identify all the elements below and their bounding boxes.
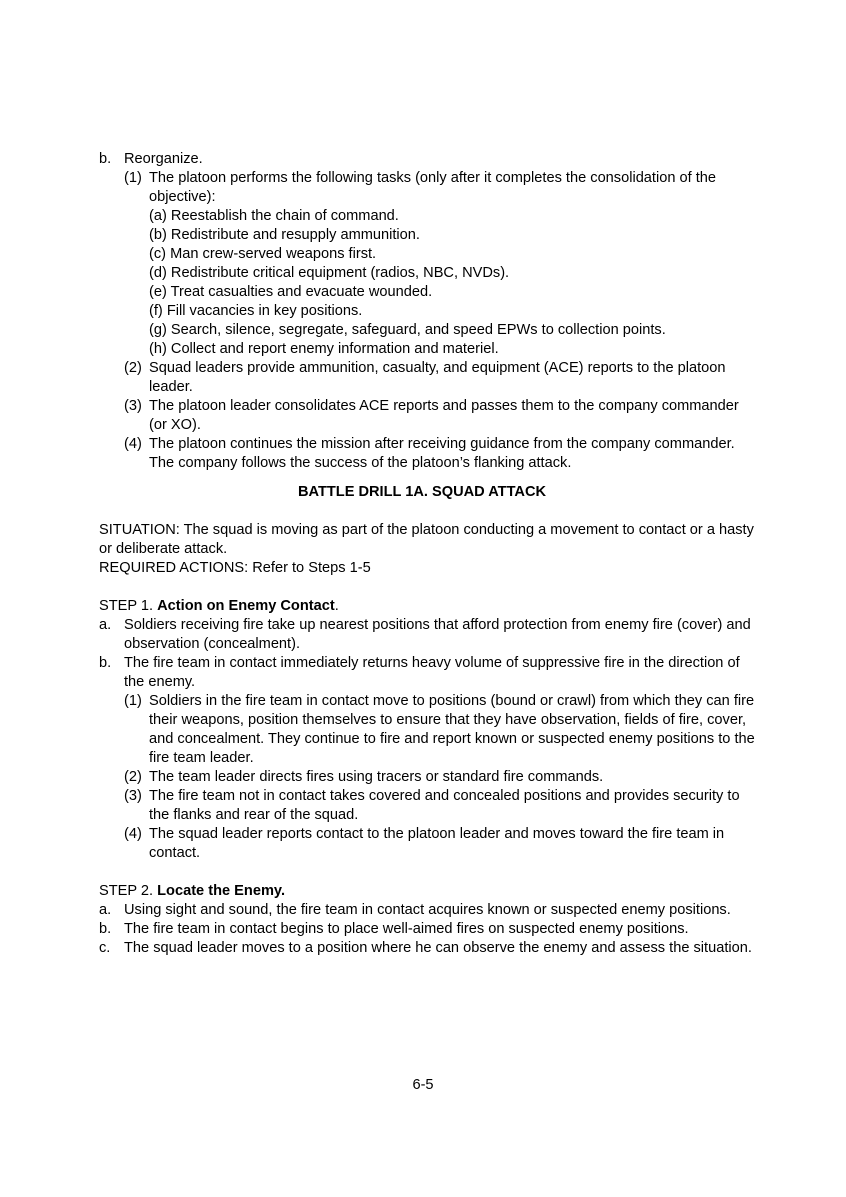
step-2-item-a bbox=[99, 901, 759, 920]
item-label: (1) bbox=[124, 693, 142, 709]
sub-item-g bbox=[99, 321, 759, 340]
item-text: Reestablish the chain of command. bbox=[170, 208, 399, 224]
sub-item-e bbox=[99, 283, 759, 302]
step-1-sub-item-2 bbox=[99, 768, 759, 787]
item-label: a. bbox=[99, 902, 112, 918]
item-text: The squad leader moves to a position where he can observe the enemy and assess the situation. bbox=[124, 940, 752, 956]
item-label: (4) bbox=[124, 826, 142, 842]
step-1-item-b bbox=[99, 654, 759, 692]
item-label: (h) bbox=[149, 341, 167, 357]
sub-item-d bbox=[99, 264, 759, 283]
sub-item-f bbox=[99, 302, 759, 321]
item-text: Soldiers in the fire team in contact move to positions (bound or crawl) from which they can fire their weapons, position themselves to ensure that they have observation, fields of fire, cover, and concealment. They continue to fire and report known or suspected enemy positions to the fire team leader. bbox=[149, 693, 755, 766]
step-2-item-c bbox=[99, 939, 759, 958]
item-text: Treat casualties and evacuate wounded. bbox=[170, 284, 433, 300]
step-1-prefix: STEP 1. bbox=[99, 598, 158, 614]
step-2-title: Locate the Enemy. bbox=[157, 883, 286, 899]
item-label: (d) bbox=[149, 265, 167, 281]
reorganize-task-2 bbox=[99, 359, 759, 397]
item-text: Soldiers receiving fire take up nearest positions that afford protection from enemy fire (cover) and observation (concealment). bbox=[124, 617, 751, 652]
step-1-title: Action on Enemy Contact bbox=[157, 598, 335, 614]
sub-item-c bbox=[99, 245, 759, 264]
item-text: The fire team in contact begins to place well-aimed fires on suspected enemy positions. bbox=[124, 921, 689, 937]
step-1-sub-item-3 bbox=[99, 787, 759, 825]
item-text: Redistribute and resupply ammunition. bbox=[170, 227, 420, 243]
item-text: Man crew-served weapons first. bbox=[170, 246, 377, 262]
item-text: Using sight and sound, the fire team in contact acquires known or suspected enemy positions. bbox=[124, 902, 731, 918]
item-label: b. bbox=[99, 151, 112, 167]
item-label: b. bbox=[99, 921, 112, 937]
item-text: Redistribute critical equipment (radios, NBC, NVDs). bbox=[170, 265, 510, 281]
situation-text: SITUATION: The squad is moving as part of the platoon conducting a movement to contact or a hasty or deliberate attack. bbox=[99, 522, 754, 557]
item-text: Squad leaders provide ammunition, casualty, and equipment (ACE) reports to the platoon leader. bbox=[149, 360, 726, 395]
item-label: (a) bbox=[149, 208, 167, 224]
spacer bbox=[99, 578, 759, 597]
reorganize-task-4 bbox=[99, 435, 759, 473]
item-label: (3) bbox=[124, 398, 142, 414]
item-text: The platoon leader consolidates ACE reports and passes them to the company commander (or XO). bbox=[149, 398, 739, 433]
item-label: (g) bbox=[149, 322, 167, 338]
sub-item-h bbox=[99, 340, 759, 359]
item-text: The fire team not in contact takes covered and concealed positions and provides security to the flanks and rear of the squad. bbox=[149, 788, 740, 823]
item-text: The fire team in contact immediately returns heavy volume of suppressive fire in the direction of the enemy. bbox=[124, 655, 740, 690]
item-text: Collect and report enemy information and materiel. bbox=[170, 341, 499, 357]
required-actions-text: REQUIRED ACTIONS: Refer to Steps 1-5 bbox=[99, 560, 371, 576]
page-number: 6-5 bbox=[412, 1077, 434, 1093]
reorganize-task-1 bbox=[99, 169, 759, 207]
reorganize-item bbox=[99, 150, 759, 169]
spacer bbox=[99, 863, 759, 882]
step-1-item-a bbox=[99, 616, 759, 654]
item-label: (b) bbox=[149, 227, 167, 243]
item-label: (1) bbox=[124, 170, 142, 186]
page-content bbox=[99, 150, 759, 958]
item-text: Search, silence, segregate, safeguard, and speed EPWs to collection points. bbox=[170, 322, 666, 338]
item-label: c. bbox=[99, 940, 111, 956]
item-text: The team leader directs fires using tracers or standard fire commands. bbox=[149, 769, 604, 785]
item-label: (3) bbox=[124, 788, 142, 804]
item-text: Fill vacancies in key positions. bbox=[166, 303, 363, 319]
sub-item-a bbox=[99, 207, 759, 226]
item-text: The platoon performs the following tasks (only after it completes the consolidation of the objective): bbox=[149, 170, 717, 205]
reorganize-task-3 bbox=[99, 397, 759, 435]
item-label: a. bbox=[99, 617, 112, 633]
item-label: (4) bbox=[124, 436, 142, 452]
sub-item-b bbox=[99, 226, 759, 245]
spacer bbox=[99, 502, 759, 521]
item-text: The platoon continues the mission after receiving guidance from the company commander. The company follows the success of the platoon’s flanking attack. bbox=[149, 436, 735, 471]
step-2-prefix: STEP 2. bbox=[99, 883, 158, 899]
step-1-sub-item-4 bbox=[99, 825, 759, 863]
step-1-suffix: . bbox=[334, 598, 339, 614]
item-label: (2) bbox=[124, 769, 142, 785]
step-2-heading bbox=[99, 882, 759, 901]
item-label: (e) bbox=[149, 284, 167, 300]
item-text: The squad leader reports contact to the platoon leader and moves toward the fire team in contact. bbox=[149, 826, 725, 861]
battle-drill-heading: BATTLE DRILL 1A. SQUAD ATTACK bbox=[297, 484, 547, 500]
item-text: Reorganize. bbox=[124, 151, 203, 167]
item-label: (f) bbox=[149, 303, 163, 319]
item-label: b. bbox=[99, 655, 112, 671]
item-label: (2) bbox=[124, 360, 142, 376]
step-1-sub-item-1 bbox=[99, 692, 759, 768]
step-2-item-b bbox=[99, 920, 759, 939]
item-label: (c) bbox=[149, 246, 167, 262]
step-1-heading bbox=[99, 597, 759, 616]
